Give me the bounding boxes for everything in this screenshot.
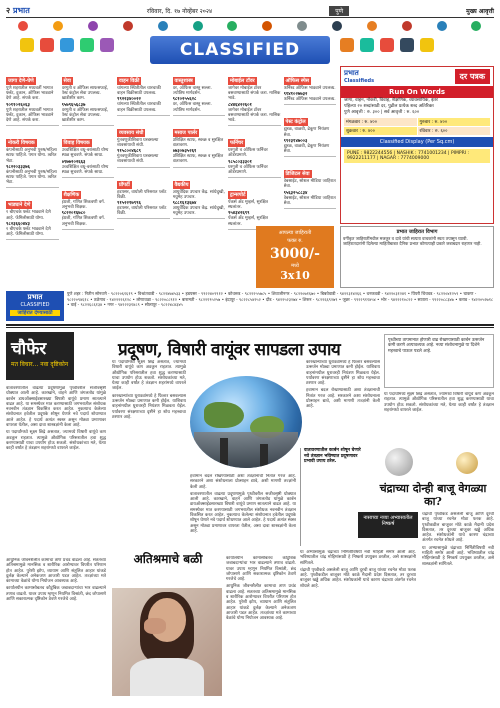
stressed-woman-image (112, 588, 222, 696)
ad-text: इंग्रजी, गणित शिकवणी वर्ग. अनुभवी शिक्षक. (61, 200, 106, 211)
sub-article-col-2: कार्यालयीन कामासोबतच कौटुंबिक जबाबदाऱ्यांचा भार वाढल्याने तणाव वाढतो. यावर उपाय म्हणून नियमित विश्रांती, छंद जोपासणे आणि सकारात्मक दृष्टिकोन ठेवणे गरजेचे आहे. आधुनिक जीवनशैलीत कामाचा ताण प्रचंड वाढला आहे. सततच्या अतिश्रमामुळे मानसिक व शारीरिक आरोग्यावर विपरीत परिणाम होत आहेत. पुरेशी झोप, व्यायाम आणि संतुलित आहार यांकडे दुर्लक्ष केल्याने अनेकजण आजारी पडत आहेत. तज्ज्ञांच्या मते कामाच्या वेळांचे योग्य नियोजन आवश्यक आहे. (226, 556, 296, 622)
classified-ad (6, 190, 59, 240)
polluted-earth-image (190, 376, 302, 468)
moon-headline: चंद्राच्या दोन्ही बाजू वेगळ्या का? (379, 482, 487, 508)
rings-icon (123, 21, 133, 31)
medical-icon (227, 21, 237, 31)
notice-title: प्रभात जाहिरात विभाग (396, 229, 438, 235)
rate-cell: गुरुवार : रु. ४०० (418, 118, 491, 126)
classified-ad (228, 128, 281, 178)
ad-text: घरगुती व ऑफिस साफसफाई, पेस्ट कंट्रोल सेवा उपलब्ध. खात्रीशीर काम. (61, 107, 109, 124)
briefcase-icon (88, 21, 98, 31)
promo-line: आपल्या जाहिराती (278, 230, 312, 236)
rate-grid (344, 118, 490, 135)
ad-text: घर, ऑफिस वास्तु सल्ला. ज्योतिष मार्गदर्शन. (172, 86, 212, 97)
ad-heading: विवाह विषयक (63, 140, 90, 147)
laptop-icon (437, 21, 447, 31)
classified-ad (284, 159, 337, 209)
classified-ad (284, 107, 337, 157)
ad-heading: वास्तुशास्त्र (174, 78, 193, 84)
article-col-4: हवामान बदल रोखण्यासाठी अशा तंत्रज्ञानाची नितांत गरज आहे. सरकारने अशा संशोधनाला प्रोत्साहन द्यावे, अशी मागणी तज्ज्ञांनी केली आहे. वातावरणातील वाढत्या प्रदूषणामुळे पृथ्वीवरील सजीवसृष्टी धोक्यात आली आहे. कारखाने, वाहने आणि जंगलतोड यांमुळे कार्बन डायऑक्साईडसारख्या विषारी वायूंचे प्रमाण सातत्याने वाढत आहे. या समस्येवर मात करण्यासाठी जगभरातील संशोधक नवनवीन तंत्रज्ञान विकसित करत आहेत. नुकत्याच केलेल्या संशोधनात हवेतील प्रदूषके शोषून घेणारे नवे पदार्थ शोधण्यात आले आहेत. हे पदार्थ अत्यंत स्वस्त असून मोठ्या प्रमाणावर वापरता येतील, असा दावा शास्त्रज्ञांनी केला आहे. (190, 474, 296, 534)
classified-banner: CLASSIFIED (150, 36, 330, 64)
ad-text: प्रशिक्षित स्टाफ, स्वच्छ व सुरक्षित वातावरण. (172, 154, 224, 165)
classified-ad (173, 66, 226, 116)
ad-heading: ट्रान्सपोर्ट (230, 192, 246, 199)
ad-text: कंपनीसाठी अनुभवी पुरुष/महिला स्टाफ पाहिजे. पगार योग्य. त्वरित भेटा. (6, 169, 57, 186)
ad-text: आयुर्वेदिक उपचार केंद्र. सांधेदुखी, मधुमेह उपचार. (172, 206, 225, 217)
tower-icon (262, 21, 272, 31)
ad-text: जागेवर मोबाईल टॉवर बसवण्यासाठी संपर्क करा. मासिक भाडे. (228, 86, 281, 102)
ad-text: कंपनीसाठी अनुभवी पुरुष/महिला स्टाफ पाहिजे. पगार योग्य. त्वरित भेटा. (6, 148, 57, 164)
ad-phone: ९१४१०२७७३२ (283, 92, 308, 98)
classified-ad (117, 118, 170, 168)
ad-text: इंग्रजी, गणित शिकवणी वर्ग. अनुभवी शिक्षक. (61, 216, 106, 227)
ad-text: झुरळ, वाळवी, ढेकूण नियंत्रण सेवा. (283, 143, 330, 155)
globe-icon (471, 21, 481, 31)
directory-logo: प्रभात CLASSIFIED जाहिरात देण्यासाठी (6, 291, 64, 321)
ad-heading: भाड्याने देणे (8, 202, 31, 209)
ad-text: फर्निश्ड ऑफिस भाड्याने उपलब्ध. (283, 97, 336, 103)
ad-heading: सेवा (63, 78, 71, 84)
ad-text: चांगल्या स्थितीतील चारचाकी वाहन विक्रीसाठी उपलब्ध. (117, 86, 161, 97)
ad-heading: प्रॉपर्टी (119, 181, 130, 188)
ad-phone: ९८५८०३३३०१ (228, 159, 252, 165)
ad-phone: ९१५८००४६८९ (117, 149, 141, 155)
promo-size: 3x10 (280, 269, 310, 282)
moon-far-side-image (456, 452, 478, 474)
ad-phone: ९८२२०३३३७६ (6, 164, 30, 170)
sub-article-headline: अतिश्रमाचे बळी (133, 552, 203, 566)
ad-text: पुणे शहरातील मध्यवर्ती भागात फ्लॅट, दुकान, ऑफिस भाड्याने देणे आहे. संपर्क करा. (6, 107, 54, 124)
ad-heading: वाहन विक्री (119, 78, 140, 84)
ad-phone: ९५७९६५६८३७ (61, 102, 86, 108)
category-icon-row (6, 21, 494, 33)
rate-run-heading: Run On Words (341, 86, 493, 98)
promo-line: मध्ये (291, 263, 299, 269)
article-col-5: या पदार्थांमध्ये सूक्ष्म छिद्रे असतात, ज्यामध्ये विषारी वायूंचे कण अडकून राहतात. त्यामुळे औद्योगिक परिसरातील हवा शुद्ध करण्यासाठी याचा उपयोग होऊ शकतो. संशोधकांच्या मते, येत्या काही वर्षांत हे तंत्रज्ञान शहरांमध्ये वापरले जाईल. (384, 392, 494, 413)
classified-ad (117, 66, 170, 116)
ad-heading: डिजिटल सेवा (285, 171, 310, 178)
ad-text: झुरळ, वाळवी, ढेकूण नियंत्रण सेवा. (283, 127, 330, 138)
ad-phone: ९९२२३४००२२ (117, 97, 141, 103)
moon-image (385, 448, 413, 476)
ad-text: आयुर्वेदिक उपचार केंद्र. सांधेदुखी, मधुमेह उपचार. (172, 189, 225, 200)
rate-strip: Classified Display (Per Sq.cm) (341, 137, 493, 147)
banner-left-icons (20, 38, 114, 60)
classified-ad (117, 170, 170, 220)
ad-text: घरगुती व ऑफिस फर्निचर ऑर्डरप्रमाणे. (228, 148, 268, 159)
rate-cell: मंगळवार : रु. ४०० (344, 118, 417, 126)
classified-column (62, 66, 115, 288)
classified-ad (6, 66, 59, 126)
article-sidebox: पृथ्वीच्या तापमानात होणारी वाढ रोखण्यासाठी कार्बन उत्सर्जन कमी करणे अत्यावश्यक आहे. नव्या संशोधनामुळे या दिशेने महत्त्वाचे पाऊल पडले आहे. (384, 334, 494, 388)
ad-heading: शैक्षणिक (63, 192, 80, 199)
ad-text: पुणे शहरातील मध्यवर्ती भागात फ्लॅट, दुकान, ऑफिस भाड्याने देणे आहे. संपर्क करा. (6, 86, 54, 102)
ad-text: १ बीएचके फ्लॅट भाड्याने देणे आहे. फॅमिलीसाठी योग्य. (6, 210, 51, 221)
ad-text: वेबसाईट, सोशल मीडिया जाहिरात सेवा. (283, 195, 336, 206)
ad-heading: फर्निचर (230, 140, 244, 147)
ad-text: १ बीएचके फ्लॅट भाड्याने देणे आहे. फॅमिलीसाठी योग्य. (6, 226, 51, 238)
ad-text: हडपसर, वाघोली परिसरात प्लॉट विक्री. (117, 206, 167, 217)
rate-card (340, 66, 494, 224)
ad-phone: ७७३०७३५२६१ (172, 149, 197, 155)
rate-line: पुणे आवृत्ती : रु. ३०० | सर्व आवृत्ती : रु. ६०० (344, 110, 420, 115)
rate-cell: रविवार : रु. ६०० (418, 127, 491, 135)
ad-phone: ९५६३२५८८३४ (283, 190, 308, 196)
classified-ad (62, 128, 115, 178)
classified-ad (173, 170, 226, 220)
city-label: पुणे (329, 6, 349, 16)
ad-heading: नोकरी विषयक (8, 140, 35, 147)
ad-phone: ९८२२०१६७८० (61, 211, 86, 217)
moon-col-1: चंद्राची पृथ्वीकडे असलेली बाजू आणि दूरची बाजू यांच्या रचनेत मोठा फरक आहे. पृथ्वीकडील बाजूवर मोठे काळे मैदानी प्रदेश दिसतात, तर दूरच्या बाजूवर खड्डे अधिक आहेत. संशोधकांनी याचे कारण चंद्राच्या अंतर्गत रचनेत शोधले आहे. या अभ्यासामुळे चंद्राच्या निर्मितीविषयी नवी माहिती समोर आली आहे. भविष्यातील चांद्र मोहिमांसाठी हे निष्कर्ष उपयुक्त ठरतील, असे शास्त्रज्ञांनी सांगितले. (422, 512, 494, 567)
book-icon (158, 21, 168, 31)
ad-text: प्रशिक्षित स्टाफ, स्वच्छ व सुरक्षित वातावरण. (172, 137, 224, 149)
agent-directory (6, 291, 494, 321)
ad-phone: ९०११०२६०६३ (6, 102, 30, 108)
promo-line: फक्त रु. (287, 238, 303, 244)
car-icon (53, 21, 63, 31)
article-col-3: कारखान्यांच्या धुराड्यांमध्ये हे फिल्टर बसवल्यास उत्सर्जन मोठ्या प्रमाणात कमी होईल. याशिवाय वाहनांमधील धुरावरही नियंत्रण मिळवता येईल. पर्यावरण संरक्षणाच्या दृष्टीने हा शोध महत्त्वाचा ठरणार आहे. हवामान बदल रोखण्यासाठी अशा तंत्रज्ञानाची नितांत गरज आहे. सरकारने अशा संशोधनाला प्रोत्साहन द्यावे, अशी मागणी तज्ज्ञांनी केली आहे. (306, 360, 380, 410)
rate-line: जागा, वाहन, नोकरी, विवाह, शैक्षणिक, व्यावसायिक, इतर (344, 98, 438, 103)
classified-ad (228, 66, 281, 126)
article-col-2: या पदार्थांमध्ये सूक्ष्म छिद्रे असतात, ज्यामध्ये विषारी वायूंचे कण अडकून राहतात. त्यामुळे औद्योगिक परिसरातील हवा शुद्ध करण्यासाठी याचा उपयोग होऊ शकतो. संशोधकांच्या मते, येत्या काही वर्षांत हे तंत्रज्ञान शहरांमध्ये वापरले जाईल. कारखान्यांच्या धुराड्यांमध्ये हे फिल्टर बसवल्यास उत्सर्जन मोठ्या प्रमाणात कमी होईल. याशिवाय वाहनांमधील धुरावरही नियंत्रण मिळवता येईल. पर्यावरण संरक्षणाच्या दृष्टीने हा शोध महत्त्वाचा ठरणार आहे. (112, 360, 186, 420)
ad-heading: मोबाईल टॉवर (230, 78, 255, 84)
ad-heading: मसाज पार्लर (174, 129, 198, 136)
banner-right-icons (340, 38, 434, 60)
ad-text: गुंतवणुकीशिवाय घरबसल्या व्यवसायाची संधी. (117, 137, 159, 149)
ad-text: जागेवर मोबाईल टॉवर बसवण्यासाठी संपर्क करा. मासिक भाडे. (228, 107, 281, 124)
article-headline: प्रदूषण, विषारी वायूंवर सापडला उपाय (118, 340, 341, 360)
page-header (6, 4, 494, 18)
truck-icon (332, 21, 342, 31)
rate-cell: शुक्रवार : रु. ४०० (344, 127, 417, 135)
ad-phone: ९८१०२५५६२८ (172, 97, 197, 103)
ad-phone: ९९२३१४७००३ (283, 138, 308, 144)
disclaimer-notice (340, 226, 494, 288)
sofa-icon (297, 21, 307, 31)
ad-heading: ऑफिस स्पेस (285, 78, 310, 84)
section-divider (6, 324, 494, 328)
directory-text: पुणे शहर : नितीन सोनवणे - ९८२२०६१६१९ • विश्रांतवाडी - ९८२२४७४५३३ • हडपसर - ९९२२४०९९१२ • कोथरूड - ९८२२२५५७८५ • शिवाजीनगर - ९८२२०७१६७० • बिबवेवाडी - ९४२२३१४२६६ • धनकवडी - ९४२२०३१२४१ • पिंपरी चिंचवड - ९८२२०४१२५९ • चाकण - ९८२२०९४६१८ • तळेगाव - ९४२२२२६१२८ • लोणावळा - ९८२२०८८९१२ • बारामती - ९८२२१९५२५७ • इंदापूर - ९८२२८५४२५२ • दौंड - ९४२२५२३२७४ • शिरूर - ९८२२६६९२७९ • जुन्नर - ९९२२९११४५४ • भोर - ९४२२२१०८२२ • सातारा - ९९२२०८८३४७ • कराड - ९४२२०५२७१८ • वाई - ९८२२६८६१३४ • नगर - ९४२२२३१४८९ • सोलापूर - ९८२२४८४३४५ (67, 291, 494, 307)
ad-text: उच्चशिक्षित वधू-वरांसाठी योग्य स्थळ सुचवणे. संपर्क साधा. (61, 164, 109, 175)
ad-text: चांगल्या स्थितीतील चारचाकी वाहन विक्रीसाठी उपलब्ध. (117, 102, 161, 113)
bug-icon (402, 21, 412, 31)
ad-heading: व्यवसाय संधी (119, 129, 144, 136)
ad-text: घरगुती व ऑफिस साफसफाई, पेस्ट कंट्रोल सेवा उपलब्ध. खात्रीशीर काम. (61, 86, 109, 102)
article-col-1: वातावरणातील वाढत्या प्रदूषणामुळे पृथ्वीवरील सजीवसृष्टी धोक्यात आली आहे. कारखाने, वाहने आणि जंगलतोड यांमुळे कार्बन डायऑक्साईडसारख्या विषारी वायूंचे प्रमाण सातत्याने वाढत आहे. या समस्येवर मात करण्यासाठी जगभरातील संशोधक नवनवीन तंत्रज्ञान विकसित करत आहेत. नुकत्याच केलेल्या संशोधनात हवेतील प्रदूषके शोषून घेणारे नवे पदार्थ शोधण्यात आले आहेत. हे पदार्थ अत्यंत स्वस्त असून मोठ्या प्रमाणावर वापरता येतील, असा दावा शास्त्रज्ञांनी केला आहे. या पदार्थांमध्ये सूक्ष्म छिद्रे असतात, ज्यामध्ये विषारी वायूंचे कण अडकून राहतात. त्यामुळे औद्योगिक परिसरातील हवा शुद्ध करण्यासाठी याचा उपयोग होऊ शकतो. संशोधकांच्या मते, येत्या काही वर्षांत हे तंत्रज्ञान शहरांमध्ये वापरले जाईल. (6, 386, 106, 452)
rate-contacts: PUNE : 9822244556 | NASHIK : 7741001234 | PIMPRI : 9922211177 | NAGAR : 7774009000 (344, 149, 490, 163)
ad-text: घर, ऑफिस वास्तु सल्ला. ज्योतिष मार्गदर्शन. (172, 102, 212, 113)
edition-label: मुख्य आवृत्ती (466, 7, 494, 15)
rate-brand: प्रभात Classifieds (344, 69, 375, 84)
ad-phone: ८४४६४२२६०१ (228, 102, 252, 108)
ad-text: पॅकर्स अँड मूव्हर्स, सुरक्षित स्थलांतर. (228, 216, 268, 227)
ad-phone: ९१५२२१७९९६ (117, 201, 141, 207)
ad-text: फर्निश्ड ऑफिस भाड्याने उपलब्ध. (283, 86, 336, 91)
ad-heading: पेस्ट कंट्रोल (285, 119, 306, 126)
classified-ad (173, 118, 226, 168)
rate-title: दर पत्रक (455, 69, 490, 84)
page-number: २ प्रभात (6, 5, 30, 15)
ad-heading: वैद्यकीय (174, 181, 189, 188)
ad-text: वेबसाईट, सोशल मीडिया जाहिरात सेवा. (283, 179, 336, 190)
classified-column (173, 66, 226, 288)
phone-icon (193, 21, 203, 31)
sub-article-col-1: आधुनिक जीवनशैलीत कामाचा ताण प्रचंड वाढला आहे. सततच्या अतिश्रमामुळे मानसिक व शारीरिक आरोग्यावर विपरीत परिणाम होत आहेत. पुरेशी झोप, व्यायाम आणि संतुलित आहार यांकडे दुर्लक्ष केल्याने अनेकजण आजारी पडत आहेत. तज्ज्ञांच्या मते कामाच्या वेळांचे योग्य नियोजन आवश्यक आहे. कार्यालयीन कामासोबतच कौटुंबिक जबाबदाऱ्यांचा भार वाढल्याने तणाव वाढतो. यावर उपाय म्हणून नियमित विश्रांती, छंद जोपासणे आणि सकारात्मक दृष्टिकोन ठेवणे गरजेचे आहे. (6, 558, 106, 603)
ad-text: पॅकर्स अँड मूव्हर्स, सुरक्षित स्थलांतर. (228, 200, 268, 211)
rate-line: पहिल्या २० शब्दांसाठी दर, पुढील प्रत्येक शब्द अतिरिक्त (344, 104, 434, 109)
classified-column (6, 66, 59, 288)
ad-text: उच्चशिक्षित वधू-वरांसाठी योग्य स्थळ सुचवणे. संपर्क साधा. (61, 148, 109, 159)
classified-ad (62, 180, 115, 230)
ad-text: गुंतवणुकीशिवाय घरबसल्या व्यवसायाची संधी. (117, 154, 159, 165)
section-kicker: चौफेर मत विचार... नवा दृष्टिकोन (6, 332, 74, 380)
ad-phone: ९८२३६६०४४३ (6, 221, 30, 227)
pull-quote: वातावरणातील कार्बन शोषून घेणारे नवे तंत्रज्ञान भविष्यात प्रदूषणावर प्रभावी उपाय ठरेल. (300, 448, 364, 546)
classified-ad (6, 128, 59, 188)
ad-phone: ९८८१६१३६७४ (172, 201, 197, 207)
issue-date: रविवार, दि. १७ नोव्हेंबर २०२४ (146, 7, 213, 15)
ad-phone: ९५४३४२६९९ (228, 211, 250, 217)
ad-text: हडपसर, वाघोली परिसरात प्लॉट विक्री. (117, 189, 167, 200)
ad-price-promo (256, 226, 334, 288)
ad-text: घरगुती व ऑफिस फर्निचर ऑर्डरप्रमाणे. (228, 164, 268, 175)
office-icon (367, 21, 377, 31)
classified-ad (62, 66, 115, 126)
classified-ad (228, 180, 281, 230)
moon-col-2: या अभ्यासामुळे चंद्राच्या निर्मितीविषयी नवी माहिती समोर आली आहे. भविष्यातील चांद्र मोहिमांसाठी हे निष्कर्ष उपयुक्त ठरतील, असे शास्त्रज्ञांनी सांगितले. चंद्राची पृथ्वीकडे असलेली बाजू आणि दूरची बाजू यांच्या रचनेत मोठा फरक आहे. पृथ्वीकडील बाजूवर मोठे काळे मैदानी प्रदेश दिसतात, तर दूरच्या बाजूवर खड्डे अधिक आहेत. संशोधकांनी याचे कारण चंद्राच्या अंतर्गत रचनेत शोधले आहे. (300, 550, 416, 589)
ad-phone: ७९७७२०२६६३ (61, 159, 86, 165)
moon-caption-card: नासाच्या नव्या अभ्यासातील निष्कर्ष (358, 512, 418, 538)
ad-heading: जागा देणे-घेणे (8, 78, 34, 84)
classified-ad (284, 66, 337, 105)
promo-price: 3000/- (270, 246, 320, 262)
house-icon (18, 21, 28, 31)
notice-text: वर्गीकृत जाहिरातींमधील मजकूर व दावे यांची सत्यता वाचकांनी स्वतः तपासून घ्यावी. जाहिरातदारांनी दिलेल्या माहितीबाबत दैनिक प्रभात कोणत्याही प्रकारे जबाबदार राहणार नाही. (343, 236, 482, 247)
classified-column (117, 66, 170, 288)
